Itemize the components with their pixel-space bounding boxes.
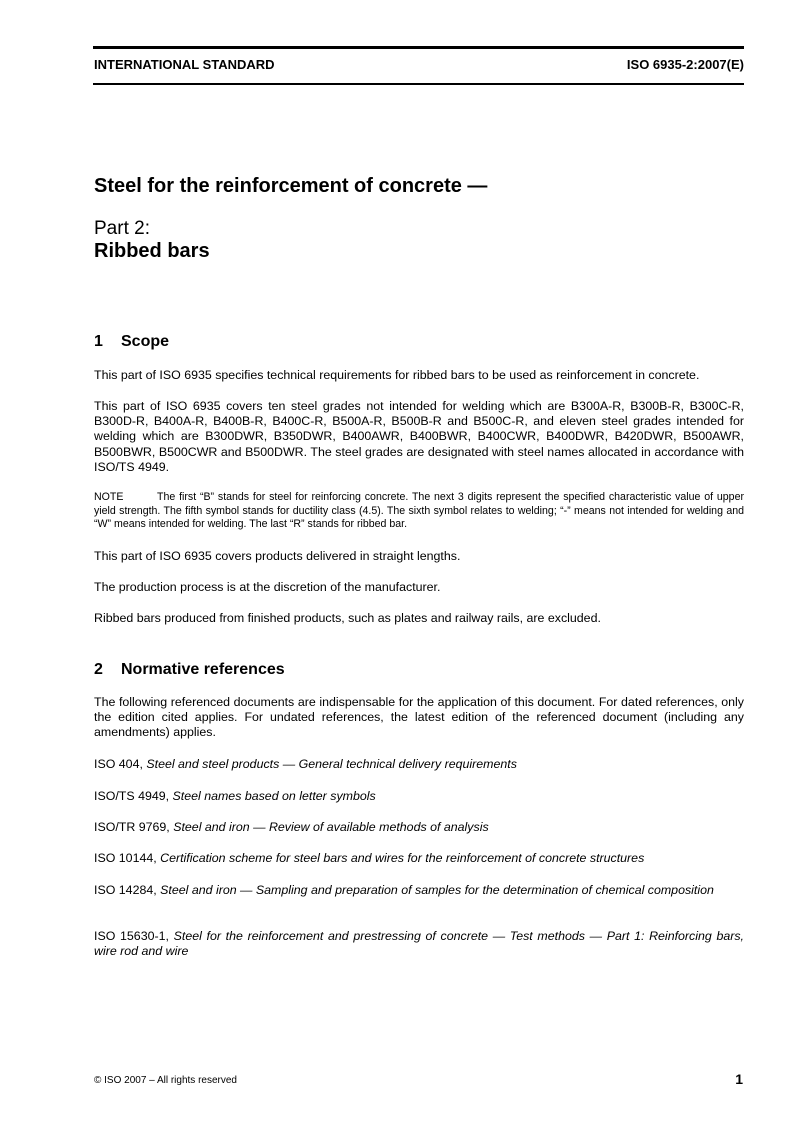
- reference-title: Certification scheme for steel bars and wires for the reinforcement of concrete structures: [160, 851, 645, 865]
- document-title: Steel for the reinforcement of concrete —: [94, 175, 488, 197]
- section-number: 1: [94, 333, 103, 350]
- reference-item: [94, 851, 744, 866]
- note-text: The first “B” stands for steel for reinforcing concrete. The next 3 digits represent the specified characteristic value of upper yield strength. The fifth symbol stands for ductility class (4.5). The sixth symbol relates to welding; “-” means not intended for welding and “W” means intended for welding. The last “R” stands for ribbed bar.: [94, 491, 744, 531]
- header-top-rule: [93, 46, 744, 49]
- reference-title: Steel for the reinforcement and prestressing of concrete — Test methods — Part 1: Reinforcing bars, wire rod and wire: [94, 929, 744, 959]
- note-label: NOTE: [94, 491, 124, 503]
- reference-item: [94, 789, 744, 804]
- reference-code: ISO 404,: [94, 757, 147, 771]
- reference-item: [94, 929, 744, 959]
- section-number: 2: [94, 661, 103, 678]
- reference-title: Steel and iron — Sampling and preparation of samples for the determination of chemical composition: [160, 883, 714, 897]
- reference-title: Steel names based on letter symbols: [172, 789, 376, 803]
- reference-code: ISO/TS 4949,: [94, 789, 173, 803]
- header-standard-type: INTERNATIONAL STANDARD: [94, 57, 275, 72]
- normative-intro: The following referenced documents are indispensable for the application of this document. For dated references, only the edition cited applies. For undated references, the latest edition of the referenced document (including any amendments) applies.: [94, 695, 744, 740]
- reference-code: ISO 14284,: [94, 883, 161, 897]
- footer-copyright: © ISO 2007 – All rights reserved: [94, 1075, 237, 1086]
- scope-paragraph-1: This part of ISO 6935 specifies technical requirements for ribbed bars to be used as reinforcement in concrete.: [94, 368, 700, 382]
- section-heading-scope: [94, 333, 169, 351]
- scope-paragraph-2: This part of ISO 6935 covers ten steel grades not intended for welding which are B300A-R, B300B-R, B300C-R, B300D-R, B400A-R, B400B-R, B400C-R, B500A-R, B500B-R and B500C-R, and eleven steel grades intended for welding which are B300DWR, B350DWR, B400AWR, B400BWR, B400CWR, B400DWR, B420DWR, B500AWR, B500BWR, B500CWR and B500DWR. The steel grades are designated with steel names allocated in accordance with ISO/TS 4949.: [94, 399, 744, 474]
- reference-code: ISO/TR 9769,: [94, 820, 174, 834]
- section-title: Scope: [121, 333, 170, 350]
- section-title: Normative references: [121, 661, 285, 678]
- reference-title: Steel and steel products — General technical delivery requirements: [146, 757, 517, 771]
- reference-item: [94, 757, 744, 772]
- section-heading-normative-references: [94, 661, 285, 679]
- reference-item: [94, 820, 744, 835]
- reference-item: [94, 883, 744, 898]
- scope-note: [94, 491, 744, 532]
- scope-paragraph-4: The production process is at the discretion of the manufacturer.: [94, 580, 441, 594]
- header-bottom-rule: [93, 83, 744, 85]
- footer-page-number: 1: [735, 1071, 743, 1087]
- part-number: Part 2:: [94, 218, 150, 239]
- reference-code: ISO 15630-1,: [94, 929, 174, 943]
- reference-code: ISO 10144,: [94, 851, 161, 865]
- scope-paragraph-3: This part of ISO 6935 covers products delivered in straight lengths.: [94, 549, 461, 563]
- reference-title: Steel and iron — Review of available methods of analysis: [173, 820, 489, 834]
- scope-paragraph-5: Ribbed bars produced from finished products, such as plates and railway rails, are excluded.: [94, 611, 601, 625]
- header-standard-number: ISO 6935-2:2007(E): [626, 57, 744, 72]
- part-name: Ribbed bars: [94, 240, 210, 262]
